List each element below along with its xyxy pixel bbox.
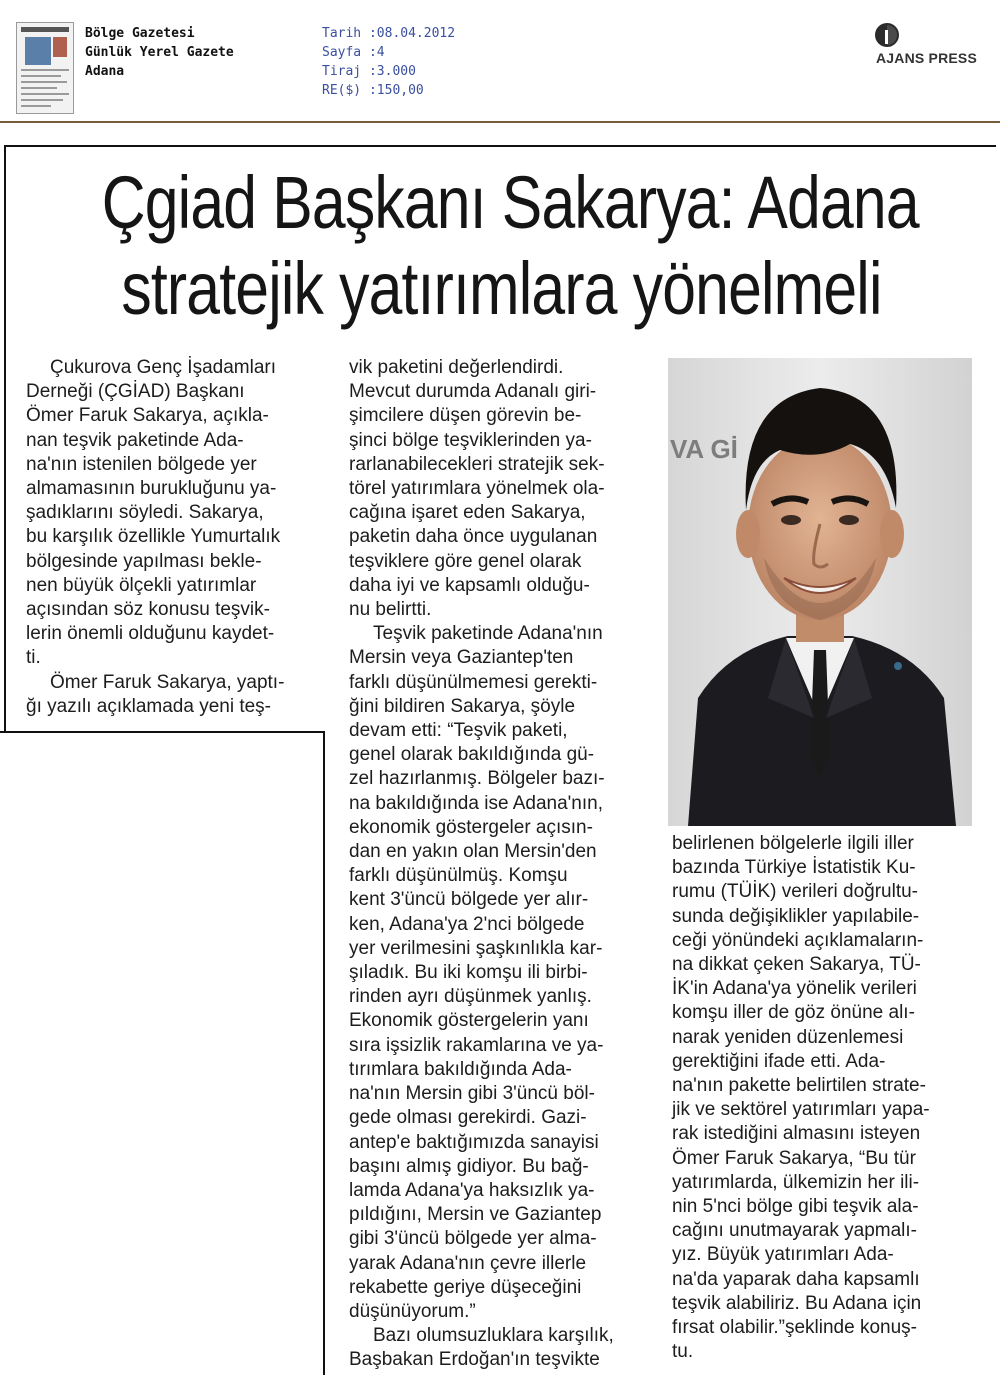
text-line: Teşvik paketinde Adana'nın — [373, 623, 603, 645]
ajans-press-logo-icon — [874, 22, 900, 48]
text-line: Ömer Faruk Sakarya, açıkla- — [26, 405, 269, 427]
text-line: dan en yakın olan Mersin'den — [349, 841, 597, 863]
frame-notch-area — [0, 731, 324, 1375]
newspaper-thumbnail[interactable] — [16, 22, 74, 114]
text-line: şıladık. Bu iki komşu ili birbi- — [349, 962, 588, 984]
text-line: ekonomik göstergeler açısın- — [349, 816, 593, 838]
agency-logo — [872, 22, 982, 72]
text-line: na'nın pakette belirtilen strate- — [672, 1075, 926, 1097]
text-line: rak istediğini almasını isteyen — [672, 1123, 921, 1145]
text-line: jik ve sektörel yatırımları yapa- — [672, 1099, 930, 1121]
text-line: nin 5'nci bölge gibi teşvik ala- — [672, 1196, 919, 1218]
text-line: sunda değişiklikler yapılabile- — [672, 905, 920, 927]
text-line: genel olarak bakıldığında gü- — [349, 744, 595, 766]
ad-value-label: RE($) :150,00 — [322, 83, 424, 98]
paragraph — [349, 622, 649, 1324]
text-line: vik paketini değerlendirdi. — [349, 357, 564, 378]
text-line: almamasının burukluğunu ya- — [26, 478, 277, 500]
text-line: nen büyük ölçekli yatırımlar — [26, 574, 257, 596]
text-line: teşvik alabiliriz. Bu Adana için — [672, 1292, 922, 1314]
text-line: ceği yönündeki açıklamaların- — [672, 929, 924, 951]
text-line: rarlanabilecekleri stratejik sek- — [349, 453, 605, 475]
text-line: gibi 3'üncü bölgede yer alma- — [349, 1228, 597, 1250]
text-line: farklı düşünülmüş. Komşu — [349, 865, 568, 887]
text-line: komşu iller de göz önüne alı- — [672, 1002, 915, 1024]
text-line: lamda Adana'ya haksızlık ya- — [349, 1179, 595, 1201]
text-line: bölgesinde yapılması bekle- — [26, 550, 262, 572]
text-line: yatırımlarda, ülkemizin her ili- — [672, 1171, 920, 1193]
article-photo — [668, 358, 972, 826]
clipping-meta — [322, 24, 455, 100]
text-line: şinci bölge teşviklerinden ya- — [349, 429, 592, 451]
date-label: Tarih :08.04.2012 — [322, 26, 456, 41]
text-line: törel yatırımlara yönelmek ola- — [349, 478, 605, 500]
circulation-label: Tiraj :3.000 — [322, 64, 416, 79]
text-line: fırsat olabilir.”şeklinde konuş- — [672, 1317, 917, 1339]
text-line: teşviklere göre genel olarak — [349, 550, 582, 572]
publication-name: Bölge Gazetesi — [85, 26, 195, 41]
text-line: açısından söz konusu teşvik- — [26, 599, 270, 621]
publication-city: Adana — [85, 64, 125, 79]
article-column-2 — [349, 356, 649, 1373]
text-line: na'nın istenilen bölgede yer — [26, 453, 257, 475]
text-line: İK'in Adana'ya yönelik verileri — [672, 978, 917, 1000]
text-line: paketin daha önce uygulanan — [349, 526, 598, 548]
text-line: ken, Adana'ya 2'nci bölgede — [349, 913, 585, 935]
text-line: Çukurova Genç İşadamları — [50, 357, 276, 378]
paragraph — [26, 671, 316, 719]
text-line: ti. — [26, 647, 41, 669]
text-line: şadıklarını söyledi. Sakarya, — [26, 502, 264, 524]
text-line: nan teşvik paketinde Ada- — [26, 429, 244, 451]
text-line: antep'e baktığımızda sanayisi — [349, 1131, 599, 1153]
text-line: nu belirtti. — [349, 599, 432, 621]
text-line: sıra işsizlik rakamlarına ve ya- — [349, 1034, 604, 1056]
paragraph — [349, 356, 649, 622]
photo-backdrop-text: VA Gİ — [670, 434, 738, 464]
text-line: farklı düşünülmemesi gerekti- — [349, 671, 598, 693]
text-line: Bazı olumsuzluklara karşılık, — [373, 1325, 614, 1347]
text-line: zel hazırlanmış. Bölgeler bazı- — [349, 768, 605, 790]
text-line: devam etti: “Teşvik paketi, — [349, 720, 568, 742]
headline-line: stratejik yatırımlara yönelmeli — [121, 247, 882, 330]
article-column-1 — [26, 356, 316, 719]
text-line: rumu (TÜİK) verileri doğrultu- — [672, 881, 918, 903]
text-line: pıldığını, Mersin ve Gaziantep — [349, 1204, 602, 1226]
text-line: na bakıldığında ise Adana'nın, — [349, 792, 603, 814]
text-line: Derneği (ÇGİAD) Başkanı — [26, 381, 245, 403]
paragraph — [349, 1324, 649, 1372]
agency-name: AJANS PRESS — [876, 50, 978, 66]
text-line: lerin önemli olduğunu kaydet- — [26, 623, 275, 645]
text-line: narak yeniden düzenlemesi — [672, 1026, 904, 1048]
text-line: daha iyi ve kapsamlı olduğu- — [349, 574, 590, 596]
text-line: Ekonomik göstergelerin yanı — [349, 1010, 589, 1032]
text-line: Ömer Faruk Sakarya, “Bu tür — [672, 1147, 916, 1169]
text-line: Mersin veya Gaziantep'ten — [349, 647, 574, 669]
header-divider — [0, 121, 1000, 123]
text-line: bu karşılık özellikle Yumurtalık — [26, 526, 281, 548]
text-line: na dikkat çeken Sakarya, TÜ- — [672, 954, 921, 976]
text-line: başını almış gidiyor. Bu bağ- — [349, 1155, 589, 1177]
text-line: cağına işaret eden Sakarya, — [349, 502, 586, 524]
text-line: yız. Büyük yatırımları Ada- — [672, 1244, 894, 1266]
text-line: ğini bildiren Sakarya, şöyle — [349, 695, 576, 717]
text-line: belirlenen bölgelerle ilgili iller — [672, 833, 914, 854]
text-line: Ömer Faruk Sakarya, yaptı- — [50, 671, 285, 693]
text-line: Başbakan Erdoğan'ın teşvikte — [349, 1349, 600, 1371]
text-line: yarak Adana'nın çevre illerle — [349, 1252, 587, 1274]
headline-line: Çgiad Başkanı Sakarya: Adana — [101, 161, 919, 244]
text-line: tırımlara bakıldığında Ada- — [349, 1058, 572, 1080]
text-line: tu. — [672, 1341, 694, 1363]
text-line: cağını unutmayarak yapmalı- — [672, 1220, 918, 1242]
text-line: düşünüyorum.” — [349, 1300, 476, 1322]
text-line: na'da yaparak daha kapsamlı — [672, 1268, 920, 1290]
text-line: bazında Türkiye İstatistik Ku- — [672, 857, 916, 879]
paragraph — [26, 356, 316, 671]
frame-notch-side-border — [323, 731, 325, 1375]
text-line: gede olması gerekirdi. Gazi- — [349, 1107, 587, 1129]
clipping-header — [0, 0, 1000, 120]
text-line: kent 3'üncü bölgede yer alır- — [349, 889, 589, 911]
text-line: Mevcut durumda Adanalı giri- — [349, 381, 597, 403]
text-line: şimcilere düşen görevin be- — [349, 405, 582, 427]
text-line: rekabette geriye düşeceğini — [349, 1276, 582, 1298]
text-line: ğı yazılı açıklamada yeni teş- — [26, 695, 271, 717]
frame-notch-top-border — [0, 731, 324, 733]
text-line: yer verilmesini şaşkınlıkla kar- — [349, 937, 603, 959]
text-line: rinden ayrı düşünmek yanlış. — [349, 986, 592, 1008]
article-headline — [101, 160, 919, 332]
text-line: na'nın Mersin gibi 3'üncü böl- — [349, 1083, 595, 1105]
page-label: Sayfa :4 — [322, 45, 385, 60]
publication-type: Günlük Yerel Gazete — [85, 45, 234, 60]
paragraph — [672, 832, 972, 1364]
article-column-3 — [672, 832, 972, 1364]
source-info — [85, 24, 234, 81]
text-line: gerektiğini ifade etti. Ada- — [672, 1050, 886, 1072]
